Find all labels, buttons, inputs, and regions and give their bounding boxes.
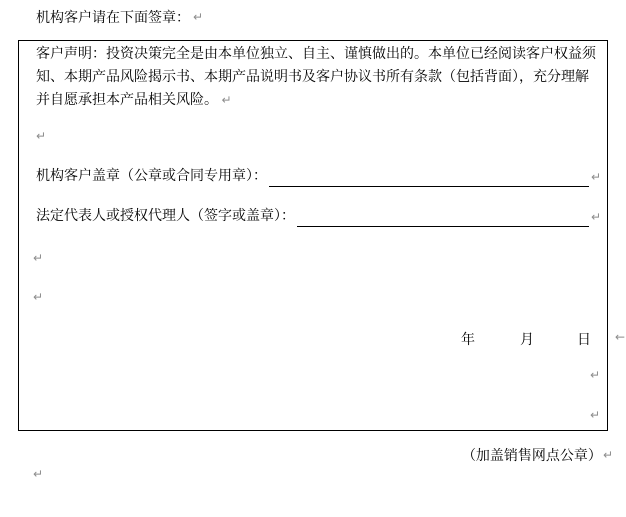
declaration-box (18, 40, 608, 431)
paragraph-mark-icon: ↵ (221, 93, 232, 107)
declaration-line-2: 知、本期产品风险揭示书、本期产品说明书及客户协议书所有条款（包括背面），充分理解 (36, 70, 589, 85)
org-seal-row (36, 167, 601, 187)
declaration-line-1: 客户声明：投资决策完全是由本单位独立、自主、谨慎做出的。本单位已经阅读客户权益须 (36, 47, 596, 62)
declaration-line-3-text: 并自愿承担本产品相关风险。 (36, 93, 218, 108)
declaration-line-3 (36, 89, 596, 112)
paragraph-mark-icon: ↵ (590, 170, 601, 184)
paragraph-mark-icon: ↵ (589, 368, 600, 382)
declaration-text (36, 43, 596, 112)
date-year-label: 年 (461, 333, 475, 348)
stamp-note-row (462, 445, 613, 465)
paragraph-mark-icon: ↵ (589, 408, 600, 422)
org-seal-signature-line[interactable] (269, 167, 589, 187)
header-instruction-text: 机构客户请在下面签章： (36, 11, 190, 26)
date-line (461, 329, 591, 349)
representative-label: 法定代表人或授权代理人（签字或盖章）： (36, 209, 295, 224)
date-day-label: 日 (577, 333, 591, 348)
header-instruction-line (36, 7, 203, 27)
line-wrap-mark-icon: ← (615, 330, 626, 344)
paragraph-mark-icon: ↵ (33, 251, 44, 265)
paragraph-mark-icon: ↵ (193, 10, 204, 24)
stamp-note-text: （加盖销售网点公章） (461, 449, 602, 464)
paragraph-mark-icon: ↵ (602, 448, 613, 462)
paragraph-mark-icon: ↵ (33, 467, 44, 481)
representative-signature-line[interactable] (297, 207, 589, 227)
paragraph-mark-icon: ↵ (33, 290, 44, 304)
paragraph-mark-icon: ↵ (590, 210, 601, 224)
paragraph-mark-icon: ↵ (36, 129, 47, 143)
representative-row (36, 207, 601, 227)
org-seal-label: 机构客户盖章（公章或合同专用章）： (36, 169, 267, 184)
date-month-label: 月 (520, 333, 534, 348)
